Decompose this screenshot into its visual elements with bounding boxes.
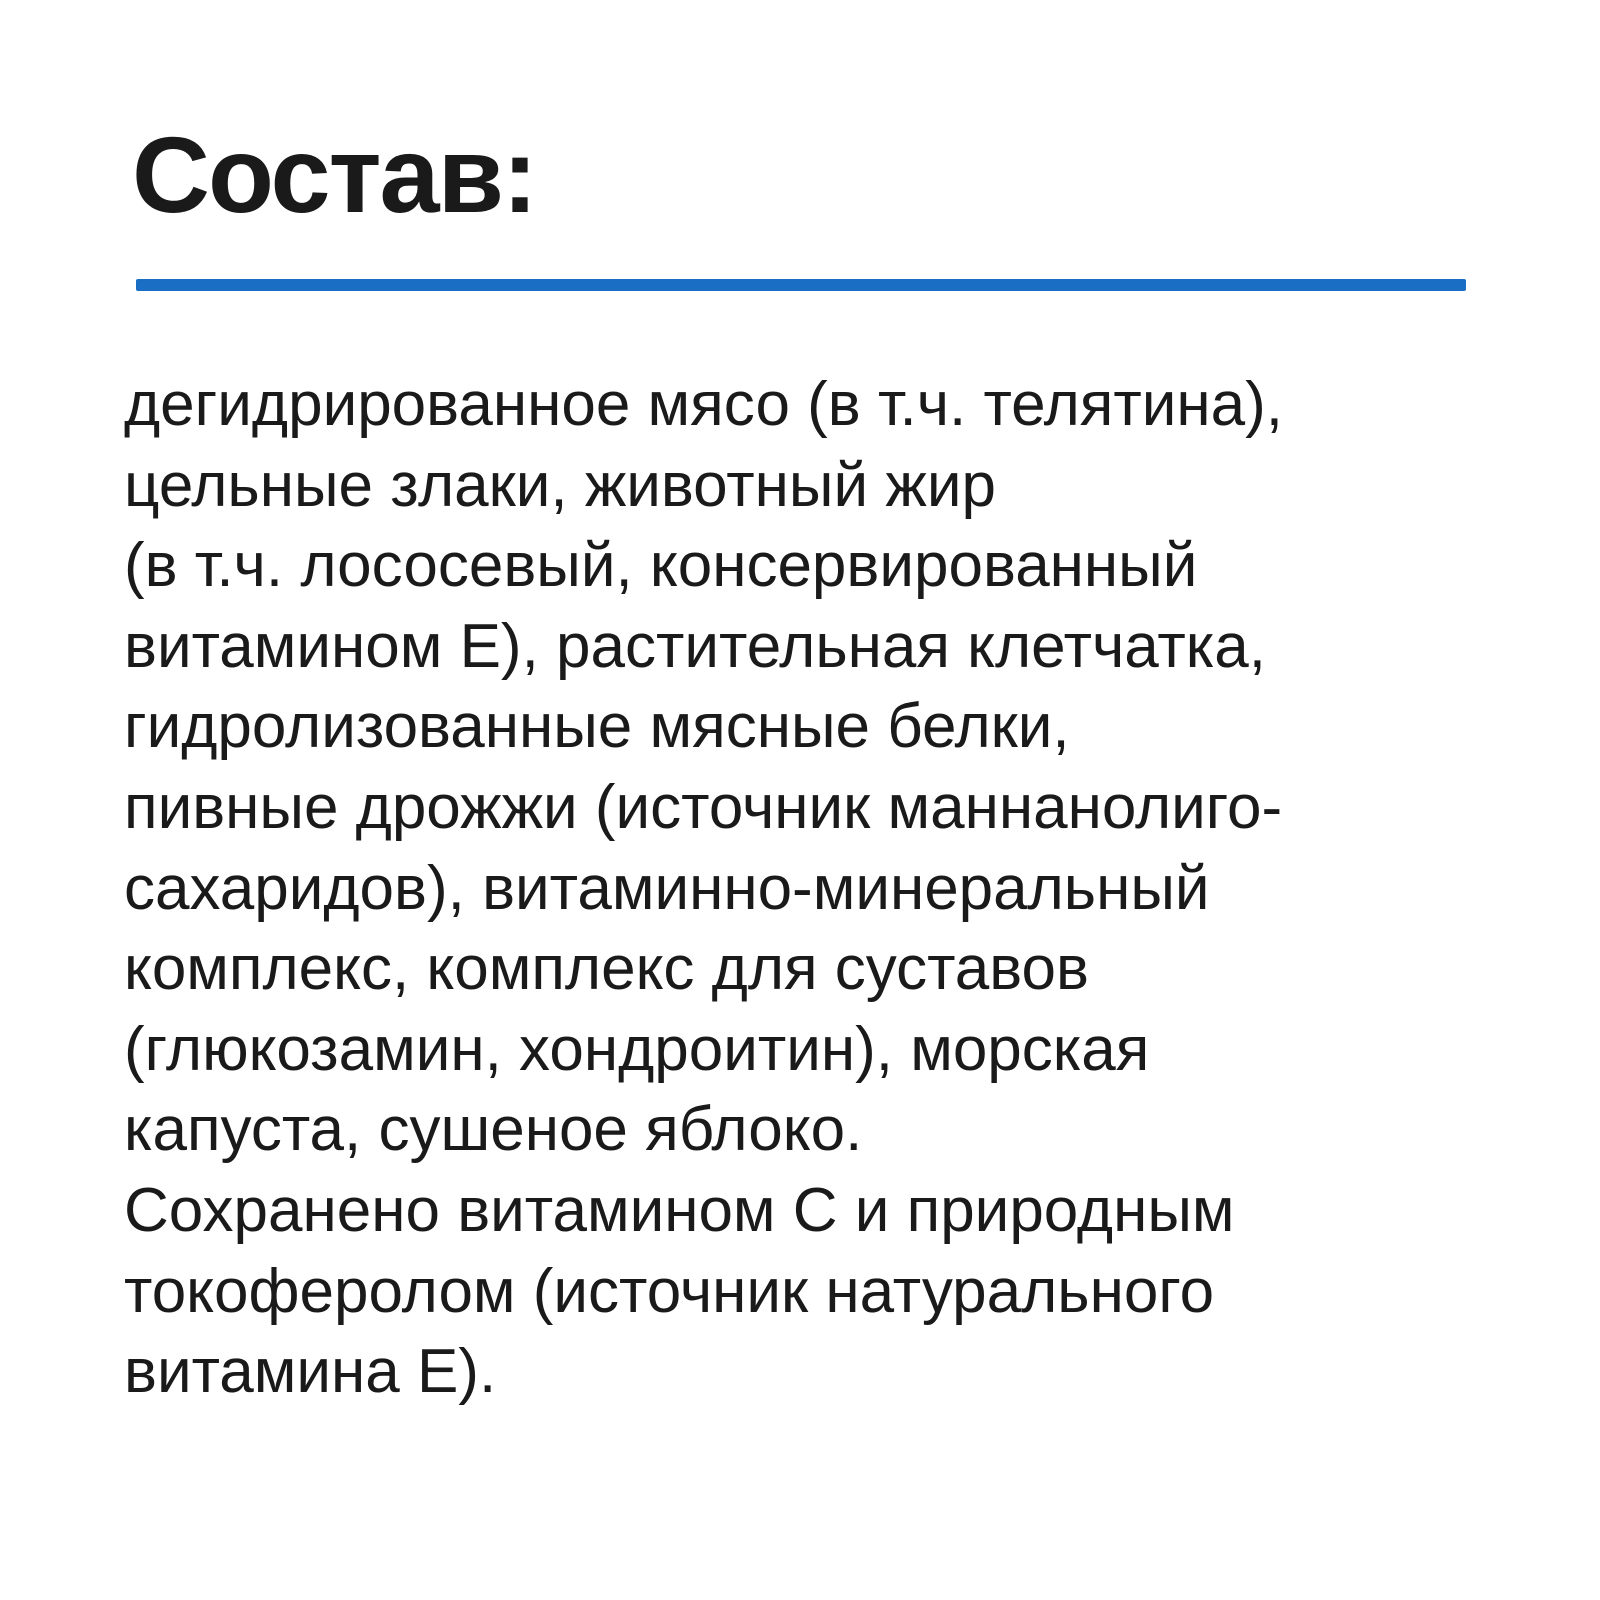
composition-line: цельные злаки, животный жир xyxy=(124,450,996,520)
composition-line: капуста, сушеное яблоко. xyxy=(124,1095,863,1165)
composition-text xyxy=(124,365,1564,1413)
composition-line: (в т.ч. лососевый, консервированный xyxy=(124,531,1198,601)
composition-line: витамином Е), растительная клетчатка, xyxy=(124,611,1266,681)
composition-line: витамина Е). xyxy=(124,1337,497,1407)
composition-line: гидролизованные мясные белки, xyxy=(124,692,1070,762)
composition-line: комплекс, комплекс для суставов xyxy=(124,934,1089,1004)
composition-line: (глюкозамин, хондроитин), морская xyxy=(124,1014,1150,1084)
composition-line: токоферолом (источник натурального xyxy=(124,1256,1215,1326)
composition-line: пивные дрожжи (источник маннанолиго- xyxy=(124,772,1283,842)
page-title: Состав: xyxy=(132,114,536,235)
composition-line: Сохранено витамином С и природным xyxy=(124,1175,1235,1245)
composition-line: дегидрированное мясо (в т.ч. телятина), xyxy=(124,370,1283,439)
accent-divider xyxy=(136,279,1466,291)
composition-line: сахаридов), витаминно-минеральный xyxy=(124,853,1210,923)
